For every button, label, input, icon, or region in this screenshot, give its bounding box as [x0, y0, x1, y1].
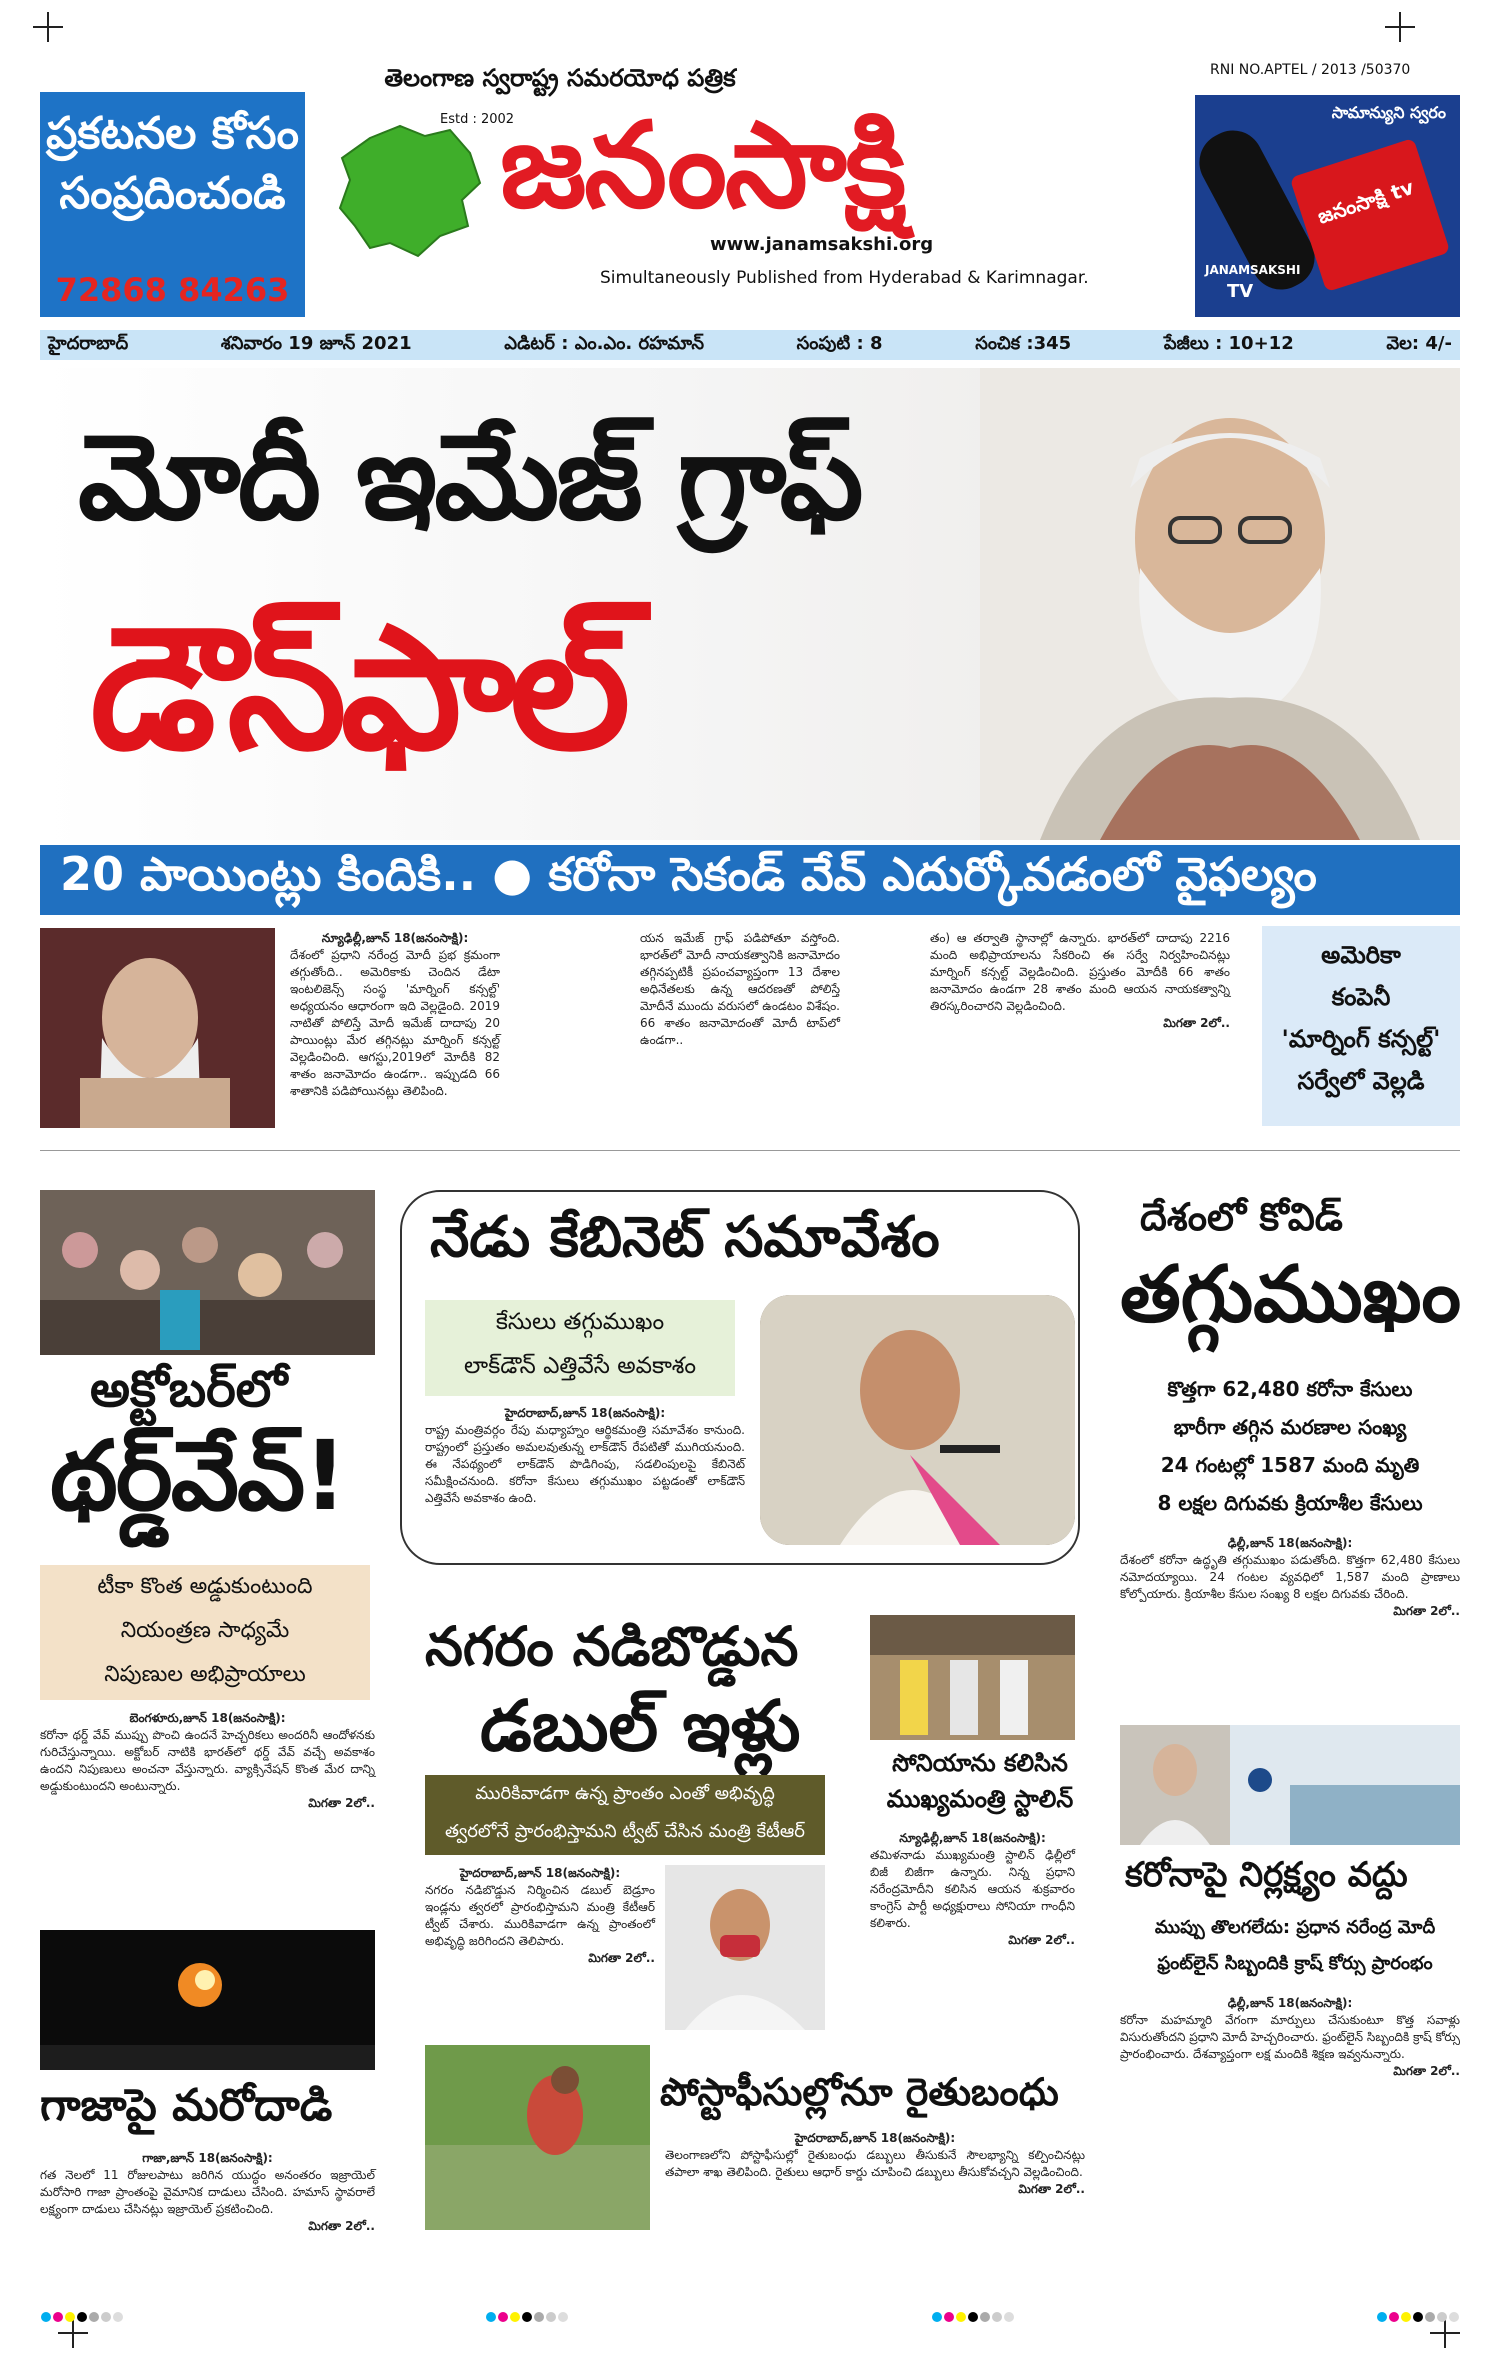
careless-text: కరోనా మహమ్మారి వేగంగా మార్పులు చేసుకుంటూ కొత్త సవాళ్లు విసురుతోందని ప్రధాని మోదీ హెచ్చరించారు. ఫ్రంట్‌లైన్ సిబ్బందికి క్రాష్ కోర్సు ప్రారంభించారు. దేశవ్యాప్తంగా లక్ష మందికి శిక్షణ ఇవ్వనున్నారు. — [1120, 2013, 1460, 2061]
cabinet-dateline: హైదరాబాద్,జూన్ 18(జనంసాక్షి): — [504, 1406, 666, 1420]
covid-continued: మిగతా 2లో.. — [1393, 1604, 1460, 1618]
tv-ad — [1195, 95, 1460, 317]
third-box-line: నిపుణుల అభిప్రాయాలు — [104, 1662, 306, 1687]
publication-note: Simultaneously Published from Hyderabad & Karimnagar. — [600, 268, 1089, 288]
housing-sub2: త్వరలోనే ప్రారంభిస్తామని ట్వీట్ చేసిన మంత్రి కేటీఆర్ — [445, 1821, 805, 1842]
tv-tagline: సామాన్యుని స్వరం — [1331, 103, 1446, 122]
lead-column-2: యన ఇమేజ్ గ్రాఫ్ పడిపోతూ వస్తోంది. భారత్‌లో మోదీ నాయకత్వానికి జనామోదం తగ్గినప్పటికీ ప్రపంచవ్యాప్తంగా 13 దేశాల అధినేతలకు ఉన్న ఆదరణతో పోలిస్తే మోదీనే ముందు వరుసలో ఉండటం విశేషం. 66 శాతం జనామోదంతో మోదీ టాప్‌లో ఉండగా.. — [640, 931, 840, 1047]
rythu-text: తెలంగాణలోని పోస్టాఫీసుల్లో రైతుబంధు డబ్బులు తీసుకునే సౌలభ్యాన్ని కల్పించినట్లు తపాలా శాఖ తెలిపింది. రైతులు ఆధార్ కార్డు చూపించి డబ్బులు తీసుకోవచ్చని వెల్లడించింది. — [665, 2148, 1085, 2179]
housing-dateline: హైదరాబాద్,జూన్ 18(జనంసాక్షి): — [459, 1866, 621, 1880]
covid-highlights — [1120, 1370, 1460, 1522]
careless-continued: మిగతా 2లో.. — [1393, 2064, 1460, 2078]
modi-photo — [980, 368, 1460, 840]
gaza-photo — [40, 1930, 375, 2070]
modi-speech-photo — [40, 928, 275, 1128]
tv-label: TV — [1227, 281, 1254, 302]
sidebox-line: సర్వేలో వెల్లడి — [1297, 1067, 1425, 1095]
crowd-photo — [40, 1190, 375, 1355]
lead-headline-2: డౌన్‌ఫాల్ — [90, 588, 625, 788]
cabinet-text: రాష్ట్ర మంత్రివర్గం రేపు మధ్యాహ్నం ఆర్థికమంత్రి సమావేశం కానుంది. రాష్ట్రంలో ప్రస్తుతం అమలవుతున్న లాక్‌డౌన్ రేపటితో ముగియనుంది. ఈ నేపథ్యంలో లాక్‌డౌన్ పొడిగింపు, సడలింపులపై కేబినెట్ సమీక్షించనుంది. కరోనా కేసులు తగ్గుముఖం పట్టడంతో లాక్‌డౌన్ ఎత్తివేసే అవకాశం ఉంది. — [425, 1423, 745, 1505]
advertise-box — [40, 92, 305, 317]
stalin-dateline: న్యూఢిల్లీ,జూన్ 18(జనంసాక్షి): — [899, 1831, 1046, 1845]
third-dateline: బెంగళూరు,జూన్ 18(జనంసాక్షి): — [129, 1711, 286, 1725]
sidebox-line: 'మార్నింగ్ కన్సల్ట్' — [1281, 1025, 1441, 1053]
telangana-map-icon — [330, 108, 490, 268]
lead-dateline: న్యూఢిల్లీ,జూన్ 18(జనంసాక్షి): — [321, 931, 469, 945]
stalin-text: తమిళనాడు ముఖ్యమంత్రి స్టాలిన్ ఢిల్లీలో బిజీ బిజీగా ఉన్నారు. నిన్న ప్రధాని నరేంద్రమోదీని కలిసిన ఆయన శుక్రవారం కాంగ్రెస్ పార్టీ అధ్యక్షురాలు సోనియా గాంధీని కలిశారు. — [870, 1848, 1075, 1930]
lead-headline-1: మోదీ ఇమేజ్ గ్రాఫ్ — [78, 408, 861, 546]
date: శనివారం 19 జూన్ 2021 — [220, 332, 412, 354]
third-wave-title-1: అక్టోబర్‌లో — [90, 1360, 288, 1418]
dateline-strip — [40, 330, 1460, 360]
website-link[interactable]: www.janamsakshi.org — [710, 234, 934, 255]
stalin-body — [870, 1830, 1075, 1949]
cabinet-sub1: కేసులు తగ్గుముఖం — [495, 1309, 665, 1335]
lead-sidebox — [1262, 926, 1460, 1126]
rni-number: RNI NO.APTEL / 2013 /50370 — [1210, 62, 1411, 78]
careless-dateline: ఢిల్లీ,జూన్ 18(జనంసాక్షి): — [1227, 1996, 1353, 2010]
kcr-photo — [760, 1295, 1075, 1545]
covid-line: 24 గంటల్లో 1587 మంది మృతి — [1160, 1453, 1420, 1477]
ad-phone: 72868 84263 — [40, 271, 305, 309]
lead-continued: మిగతా 2లో.. — [1163, 1016, 1230, 1030]
covid-text: దేశంలో కరోనా ఉద్ధృతి తగ్గుముఖం పడుతోంది. కొత్తగా 62,480 కేసులు నమోదయ్యాయి. 24 గంటల వ్యవధిలో 1,587 మంది ప్రాణాలు కోల్పోయారు. క్రియాశీల కేసుల సంఖ్య 8 లక్షల దిగువకు చేరింది. — [1120, 1553, 1460, 1601]
third-wave-body — [40, 1710, 375, 1812]
covid-line: కొత్తగా 62,480 కరోనా కేసులు — [1167, 1377, 1413, 1401]
housing-text: నగరం నడిబొడ్డున నిర్మించిన డబుల్ బెడ్రూం ఇండ్లను త్వరలో ప్రారంభిస్తామని మంత్రి కేటీఆర్ ట్వీట్ చేశారు. మురికివాడగా ఉన్న ప్రాంతంలో అభివృద్ధి జరిగిందని తెలిపారు. — [425, 1883, 655, 1948]
sidebox-line: అమెరికా — [1321, 941, 1401, 969]
covid-line: 8 లక్షల దిగువకు క్రియాశీల కేసులు — [1157, 1491, 1423, 1515]
estd-label: Estd : 2002 — [440, 112, 515, 127]
housing-sub1: మురికివాడగా ఉన్న ప్రాంతం ఎంతో అభివృద్ధి — [475, 1783, 775, 1804]
stalin-continued: మిగతా 2లో.. — [1008, 1933, 1075, 1947]
lead-hero — [40, 368, 1460, 840]
crop-mark — [1385, 12, 1415, 42]
housing-continued: మిగతా 2లో.. — [588, 1951, 655, 1965]
cabinet-body — [425, 1405, 745, 1507]
housing-subbox — [425, 1775, 825, 1855]
lead-column-3 — [930, 930, 1230, 1032]
covid-dateline: ఢిల్లీ,జూన్ 18(జనంసాక్షి): — [1227, 1536, 1353, 1550]
issue: సంచిక :345 — [975, 332, 1072, 354]
tv-brand: JANAMSAKSHI — [1205, 263, 1301, 277]
pm-video-photo — [1120, 1725, 1460, 1845]
ad-line2: సంప్రదించండి — [59, 168, 286, 219]
third-wave-title-2: థర్డ్‌వేవ్! — [50, 1420, 345, 1532]
lead-body-1: దేశంలో ప్రధాని నరేంద్ర మోదీ ప్రభ క్రమంగా తగ్గుతోంది.. అమెరికాకు చెందిన డేటా ఇంటలిజెన్స్ సంస్థ 'మార్నింగ్ కన్సల్ట్' అధ్యయనం ఆధారంగా ఇది వెల్లడైంది. 2019 నాటితో పోలిస్తే మోదీ ఇమేజ్ దాదాపు 20 పాయింట్లు మేర తగ్గినట్లు మార్నింగ్ కన్సల్ట్ వెల్లడించింది. ఆగస్టు,2019లో మోదీకి 82 శాతం జనామోదం ఉండగా.. ఇప్పుడది 66 శాతానికి పడిపోయినట్లు తెలిపింది. — [290, 948, 500, 1098]
volume: సంపుటి : 8 — [796, 332, 883, 354]
third-box-line: టీకా కొంత అడ్డుకుంటుంది — [97, 1574, 313, 1599]
gaza-title: గాజాపై మరోదాడి — [40, 2080, 333, 2131]
pages: పేజీలు : 10+12 — [1163, 332, 1294, 354]
third-box-line: నియంత్రణ సాధ్యమే — [120, 1618, 290, 1643]
covid-line: భారీగా తగ్గిన మరణాల సంఖ్య — [1173, 1415, 1407, 1439]
housing-title-2: డబుల్ ఇళ్లు — [480, 1685, 801, 1767]
farmer-photo — [425, 2045, 650, 2230]
lead-body-3: తం) ఆ తర్వాతి స్థానాల్లో ఉన్నారు. భారత్‌లో దాదాపు 2216 మంది అభిప్రాయాలను సేకరించి ఈ సర్వే నిర్వహించినట్లు మార్నింగ్ కన్సల్ట్ వెల్లడించింది. ప్రస్తుతం మోదీకి 66 శాతం జనామోదం ఉండగా 28 శాతం మంది ఆయన నాయకత్వాన్ని తిరస్కరించారని వెల్లడించింది. — [930, 931, 1230, 1013]
tv-badge: జనంసాక్షి tv — [1290, 138, 1451, 292]
color-calibration-bar — [40, 2310, 1460, 2322]
cabinet-title: నేడు కేబినెట్ సమావేశం — [430, 1205, 940, 1270]
covid-body — [1120, 1535, 1460, 1620]
rythu-body — [665, 2130, 1085, 2198]
careless-sub2: ఫ్రంట్‌లైన్ సిబ్బందికి క్రాష్ కోర్సు ప్రారంభం — [1157, 1953, 1433, 1974]
masthead-logo: జనంసాక్షి — [500, 95, 905, 234]
gaza-dateline: గాజా,జూన్ 18(జనంసాక్షి): — [142, 2151, 273, 2165]
careless-subtitles — [1125, 1910, 1465, 1982]
gaza-text: గత నెలలో 11 రోజులపాటు జరిగిన యుద్ధం అనంతరం ఇజ్రాయెల్ మరోసారి గాజా ప్రాంతంపై వైమానిక దాడులు చేసింది. హమాస్ స్థావరాలే లక్ష్యంగా దాడులు చేసినట్లు ఇజ్రాయెల్ ప్రకటించింది. — [40, 2168, 375, 2216]
ad-line1: ప్రకటనల కోసం — [46, 108, 299, 159]
sidebox-line: కంపెనీ — [1331, 983, 1391, 1011]
covid-big-title: తగ్గుముఖం — [1120, 1250, 1462, 1340]
crop-mark — [33, 12, 63, 42]
section-divider — [40, 1150, 1460, 1151]
housing-title-1: నగరం నడిబొడ్డున — [425, 1615, 799, 1678]
ktr-photo — [665, 1865, 825, 2030]
gaza-body — [40, 2150, 375, 2235]
lead-subheadline: 20 పాయింట్లు కిందికి.. ● కరోనా సెకండ్ వేవ్ ఎదుర్కోవడంలో వైఫల్యం — [40, 845, 1460, 915]
careless-sub1: ముప్పు తొలగలేదు: ప్రధాన నరేంద్ర మోదీ — [1154, 1917, 1436, 1938]
housing-body — [425, 1865, 655, 1967]
third-body: కరోనా థర్డ్ వేవ్ ముప్పు పొంచి ఉందనే హెచ్చరికలు అందరినీ ఆందోళనకు గురిచేస్తున్నాయి. అక్టోబర్ నాటికి భారత్‌లో థర్డ్ వేవ్ వచ్చే అవకాశం ఉందని నిపుణులు అంచనా వేస్తున్నారు. వ్యాక్సినేషన్ కొంత మేర దాన్ని అడ్డుకుంటుందని అంటున్నారు. — [40, 1728, 375, 1793]
rythu-dateline: హైదరాబాద్,జూన్ 18(జనంసాక్షి): — [794, 2131, 956, 2145]
covid-title: దేశంలో కోవిడ్ — [1140, 1195, 1343, 1239]
lead-column-1 — [290, 930, 500, 1100]
gaza-continued: మిగతా 2లో.. — [308, 2219, 375, 2233]
careless-title: కరోనాపై నిర్లక్ష్యం వద్దు — [1125, 1855, 1408, 1895]
stalin-title: సోనియాను కలిసిన ముఖ్యమంత్రి స్టాలిన్ — [886, 1749, 1074, 1813]
cabinet-subbox — [425, 1300, 735, 1396]
third-wave-box — [40, 1565, 370, 1700]
masthead-tagline: తెలంగాణ స్వరాష్ట్ర సమరయోధ పత్రిక — [384, 64, 736, 92]
stalin-photo — [870, 1615, 1075, 1740]
rythu-title: పోస్టాఫీసుల్లోనూ రైతుబంధు — [660, 2070, 1059, 2114]
third-continued: మిగతా 2లో.. — [308, 1796, 375, 1810]
city: హైదరాబాద్ — [48, 332, 129, 354]
cabinet-sub2: లాక్‌డౌన్ ఎత్తివేసే అవకాశం — [463, 1353, 697, 1379]
careless-body — [1120, 1995, 1460, 2080]
rythu-continued: మిగతా 2లో.. — [1018, 2182, 1085, 2196]
editor: ఎడిటర్ : ఎం.ఎం. రహమాన్ — [504, 332, 705, 354]
price: వెల: 4/- — [1386, 332, 1452, 354]
